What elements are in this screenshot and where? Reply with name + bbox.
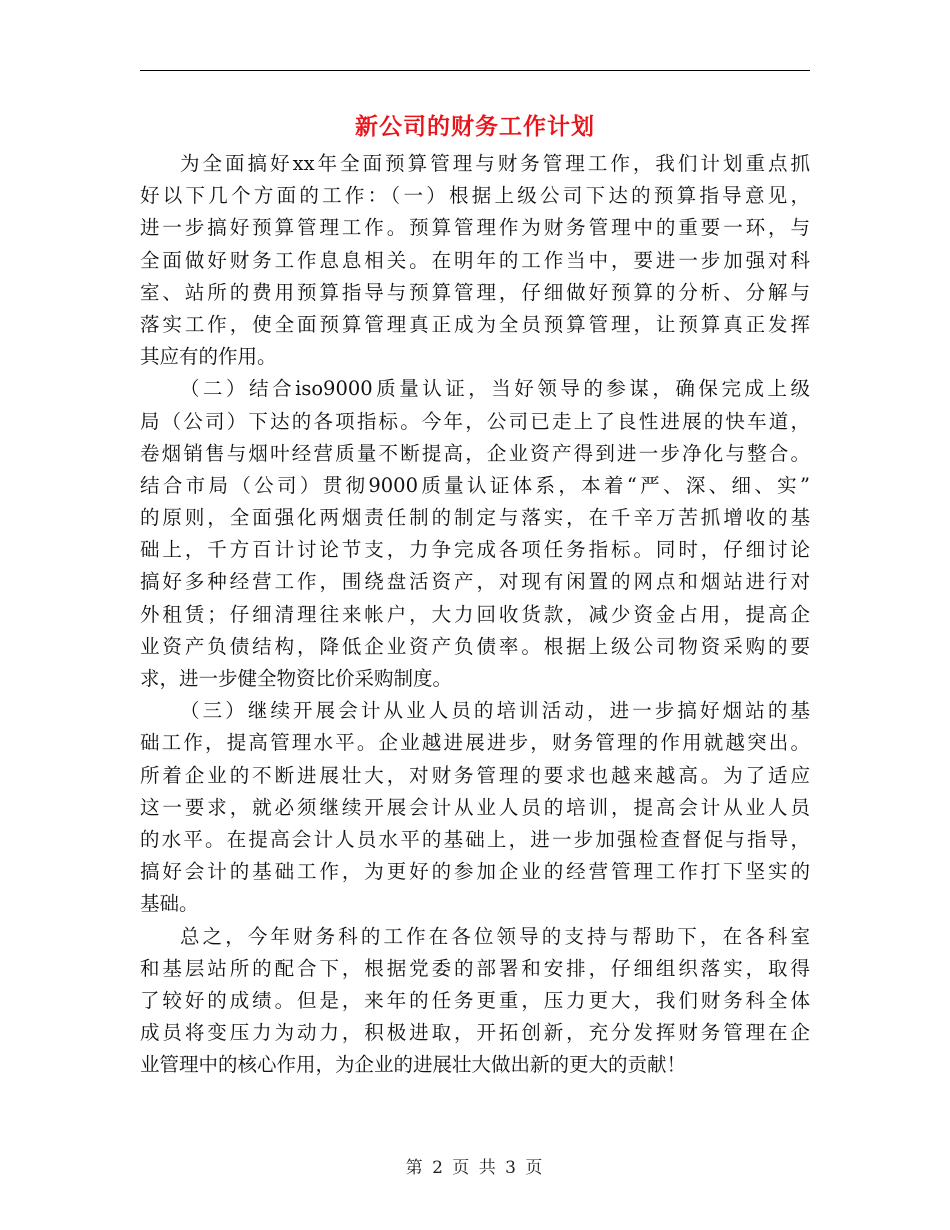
text-line: 业管理中的核心作用，为企业的进展壮大做出新的更大的贡献！ bbox=[140, 1053, 687, 1077]
text-line: 卷烟销售与烟叶经营质量不断提高，企业资产得到进一步净化与整合。 bbox=[140, 441, 810, 465]
text-line: 其应有的作用。 bbox=[140, 345, 277, 369]
text-line: 础上，千方百计讨论节支，力争完成各项任务指标。同时，仔细讨论 bbox=[140, 538, 810, 562]
text-line: 所着企业的不断进展壮大，对财务管理的要求也越来越高。为了适应 bbox=[140, 763, 810, 787]
page-number: 第 2 页 共 3 页 bbox=[405, 1158, 545, 1178]
text-line: （二）结合iso9000质量认证，当好领导的参谋，确保完成上级 bbox=[180, 377, 810, 401]
document-title: 新公司的财务工作计划 bbox=[355, 113, 595, 140]
text-line: 基础。 bbox=[140, 892, 199, 916]
text-line: 了较好的成绩。但是，来年的任务更重，压力更大，我们财务科全体 bbox=[140, 988, 810, 1012]
text-line: （三）继续开展会计从业人员的培训活动，进一步搞好烟站的基 bbox=[180, 699, 810, 723]
text-line: 室、站所的费用预算指导与预算管理，仔细做好预算的分析、分解与 bbox=[140, 280, 810, 304]
text-line: 和基层站所的配合下，根据党委的部署和安排，仔细组织落实，取得 bbox=[140, 956, 810, 980]
text-line: 业资产负债结构，降低企业资产负债率。根据上级公司物资采购的要 bbox=[140, 634, 810, 658]
text-line: 搞好多种经营工作，围绕盘活资产，对现有闲置的网点和烟站进行对 bbox=[140, 570, 810, 594]
text-line: 进一步搞好预算管理工作。预算管理作为财务管理中的重要一环，与 bbox=[140, 216, 810, 240]
text-line: 总之，今年财务科的工作在各位领导的支持与帮助下，在各科室 bbox=[180, 924, 810, 948]
text-line: 好以下几个方面的工作：（一）根据上级公司下达的预算指导意见， bbox=[140, 184, 810, 208]
text-line: 的原则，全面强化两烟责任制的制定与落实，在千辛万苦抓增收的基 bbox=[140, 506, 810, 530]
text-line: 结合市局（公司）贯彻9000质量认证体系，本着“严、深、细、实” bbox=[140, 473, 810, 497]
text-line: 成员将变压力为动力，积极进取，开拓创新，充分发挥财务管理在企 bbox=[140, 1021, 810, 1045]
text-line: 求，进一步健全物资比价采购制度。 bbox=[140, 667, 453, 690]
text-line: 局（公司）下达的各项指标。今年，公司已走上了良性进展的快车道， bbox=[140, 409, 810, 433]
text-line: 础工作，提高管理水平。企业越进展进步，财务管理的作用就越突出。 bbox=[140, 731, 810, 755]
header-rule bbox=[140, 70, 810, 71]
text-line: 搞好会计的基础工作，为更好的参加企业的经营管理工作打下坚实的 bbox=[140, 860, 810, 884]
text-line: 全面做好财务工作息息相关。在明年的工作当中，要进一步加强对科 bbox=[140, 248, 810, 272]
text-line: 的水平。在提高会计人员水平的基础上，进一步加强检查督促与指导， bbox=[140, 827, 810, 851]
text-line: 这一要求，就必须继续开展会计从业人员的培训，提高会计从业人员 bbox=[140, 795, 810, 819]
text-line: 为全面搞好xx年全面预算管理与财务管理工作，我们计划重点抓 bbox=[180, 152, 810, 175]
document-body bbox=[140, 148, 810, 1081]
text-line: 落实工作，使全面预算管理真正成为全员预算管理，让预算真正发挥 bbox=[140, 312, 810, 336]
text-line: 外租赁；仔细清理往来帐户，大力回收货款，减少资金占用，提高企 bbox=[140, 602, 810, 626]
